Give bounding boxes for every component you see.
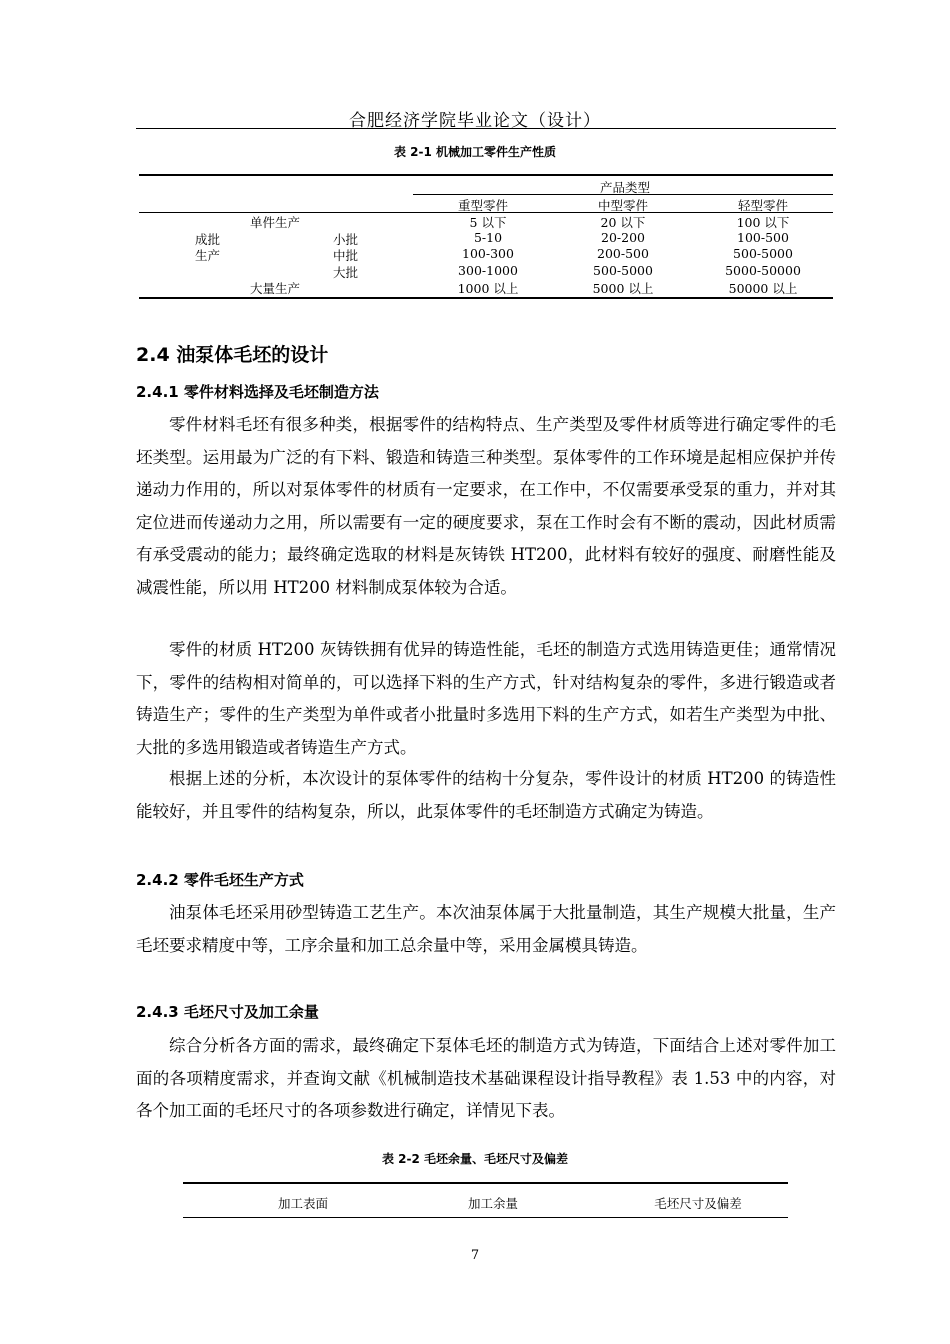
subsection-title: 2.4.1 零件材料选择及毛坯制造方法: [136, 383, 379, 401]
paragraph: 零件材料毛坯有很多种类，根据零件的结构特点、生产类型及零件材质等进行确定零件的毛坯类型。运用最为广泛的有下料、锻造和铸造三种类型。泵体零件的工作环境是起相应保护并传递动力作用的，所以对泵体零件的材质有一定要求，在工作中，不仅需要承受泵的重力，并对其定位进而传递动力之用，所以需要有一定的硬度要求，泵在工作时会有不断的震动，因此材质需有承受震动的能力；最终确定选取的材料是灰铸铁 HT200，此材料有较好的强度、耐磨性能及减震性能，所以用 HT200 材料制成泵体较为合适。: [136, 415, 836, 597]
table2-top-rule: [183, 1182, 788, 1184]
table1-group-rule: [413, 194, 833, 195]
table1-cell: 200-500: [597, 246, 649, 261]
page-number: 7: [470, 1248, 480, 1263]
table1-row-label: 大量生产: [250, 281, 301, 296]
paragraph: 综合分析各方面的需求，最终确定下泵体毛坯的制造方式为铸造，下面结合上述对零件加工面的各项精度需求，并查询文献《机械制造技术基础课程设计指导教程》表 1.53 中的内容，对各个加工面的毛坯尺寸的各项参数进行确定，详情见下表。: [136, 1036, 836, 1120]
table1-cell: 5000-50000: [725, 263, 801, 278]
header-rule: [136, 128, 836, 129]
table1-cell: 500-5000: [733, 246, 793, 261]
table1-col-medium: 中型零件: [597, 198, 648, 213]
table1-cell: 100-500: [737, 230, 789, 245]
table1-cell: 5 以下: [469, 215, 507, 230]
table2-col-allowance: 加工余量: [467, 1196, 518, 1211]
table1-cell: 50000 以上: [728, 281, 798, 296]
table2-caption: 表 2-2 毛坯余量、毛坯尺寸及偏差: [381, 1152, 569, 1166]
table1-cell: 1000 以上: [457, 281, 519, 296]
paragraph: 油泵体毛坯采用砂型铸造工艺生产。本次油泵体属于大批量制造，其生产规模大批量，生产毛坯要求精度中等，工序余量和加工总余量中等，采用金属模具铸造。: [136, 903, 836, 955]
paragraph: 零件的材质 HT200 灰铸铁拥有优异的铸造性能，毛坯的制造方式选用铸造更佳；通常情况下，零件的结构相对简单的，可以选择下料的生产方式，针对结构复杂的零件，多进行锻造或者铸造生产；零件的生产类型为单件或者小批量时多选用下料的生产方式，如若生产类型为中批、大批的多选用锻造或者铸造生产方式。: [136, 640, 836, 757]
table1-cell: 5000 以上: [592, 281, 654, 296]
table1-row-sublabel: 小批: [333, 232, 359, 247]
table1-row-sublabel: 中批: [333, 248, 359, 263]
table1-top-rule: [139, 174, 833, 176]
table1-cell: 100 以下: [736, 215, 790, 230]
table1-bottom-rule: [139, 297, 833, 299]
table1-cell: 100-300: [462, 246, 514, 261]
table1-cell: 300-1000: [458, 263, 518, 278]
section-title: 2.4 油泵体毛坯的设计: [136, 344, 329, 366]
table1-batch-label: 生产: [195, 248, 221, 263]
table1-caption: 表 2-1 机械加工零件生产性质: [393, 145, 557, 159]
table1-row-sublabel: 大批: [333, 265, 359, 280]
table1-cell: 20 以下: [600, 215, 646, 230]
table1-cell: 20-200: [601, 230, 645, 245]
table1-batch-label: 成批: [195, 232, 221, 247]
table1-cell: 5-10: [473, 230, 503, 245]
running-header: 合肥经济学院毕业论文（设计）: [349, 111, 601, 131]
paragraph: 根据上述的分析，本次设计的泵体零件的结构十分复杂，零件设计的材质 HT200 的铸造性能较好，并且零件的结构复杂，所以，此泵体零件的毛坯制造方式确定为铸造。: [136, 769, 836, 821]
table1-col-light: 轻型零件: [737, 198, 788, 213]
table1-row-label: 单件生产: [250, 215, 301, 230]
table1-group-header: 产品类型: [599, 180, 650, 195]
table1-col-heavy: 重型零件: [457, 198, 508, 213]
table2-col-size: 毛坯尺寸及偏差: [654, 1196, 742, 1211]
table2-header-rule: [183, 1217, 788, 1218]
table1-cell: 500-5000: [593, 263, 653, 278]
table2-col-surface: 加工表面: [277, 1196, 328, 1211]
subsection-title: 2.4.2 零件毛坯生产方式: [136, 871, 304, 889]
subsection-title: 2.4.3 毛坯尺寸及加工余量: [136, 1003, 319, 1021]
